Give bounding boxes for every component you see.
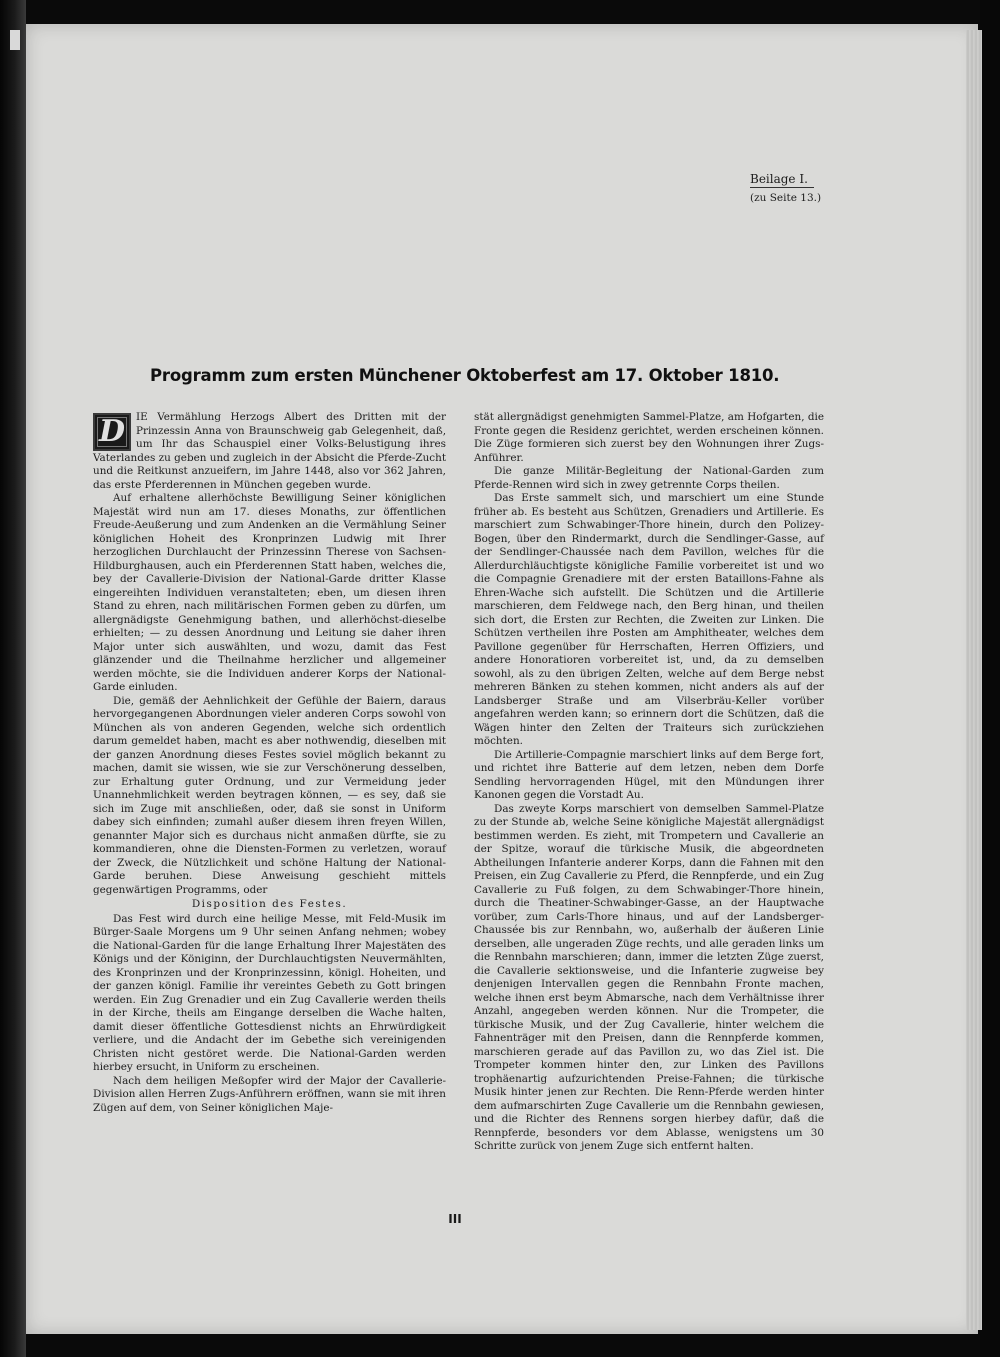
- paragraph-assembly: stät allergnädigst genehmigten Sammel-Platze, am Hofgarten, die Fronte gegen die Residenz gerichtet, werden erscheinen können. Die Züge formieren sich zuerst bey den Wohnungen ihrer Zugs-Anführer.: [474, 411, 824, 464]
- paragraph-second-corps: Das zweyte Korps marschiert von demselben Sammel-Platze zu der Stunde ab, welche Seine königliche Majestät allergnädigst bestimmen werden. Es zieht, mit Trompetern und Cavallerie an der Spitze, worauf die türkische Musik, die abgeordneten Abtheilungen Infanterie anderer Korps, dann die Fahnen mit den Preisen, ein Zug Cavallerie zu Pferd, die Rennpferde, und ein Zug Cavallerie zu Fuß folgen, zu dem Schwabinger-Thore hinein, durch die Theatiner-Schwabinger-Gasse, an der Hauptwache vorüber, zum Carls-Thore hinaus, und auf der Landsberger-Chaussée bis zur Rennbahn, wo, außerhalb der äußeren Linie derselben, alle ungeraden Züge rechts, und alle geraden links um die Rennbahn marschieren; dann, immer die letzten Züge zuerst, die Cavallerie sektionsweise, und die Infanterie zugweise bey denjenigen Intervallen gegen die Rennbahn Fronte machen, welche ihnen erst beym Abmarsche, nach dem Verhältnisse ihrer Anzahl, angegeben werden können. Nur die Trompeter, die türkische Musik, und der Zug Cavallerie, hinter welchem die Fahnenträger mit den Preisen, dann die Rennpferde kommen, marschieren gerade auf das Pavillon zu, wo das Ziel ist. Die Trompeter kommen hinter den, zur Linken des Pavillons trophäenartig aufzurichtenden Preise-Fahnen; die türkische Musik hinter jenen zur Rechten. Die Renn-Pferde werden hinter dem aufmarschirten Zuge Cavallerie um die Rennbahn gewiesen, und die Richter des Rennens sorgen hierbey dafür, daß die Rennpferde, besonders vor dem Ablasse, wenigstens um 30 Schritte zurück von jenem Zuge sich entfernt halten.: [474, 802, 824, 1152]
- page-number: III: [448, 1212, 462, 1226]
- appendix-label: Beilage I.: [750, 171, 814, 188]
- paragraph-permission: Auf erhaltene allerhöchste Bewilligung Seiner königlichen Majestät wird nun am 17. dieses Monaths, zur öffentlichen Freude-Aeußerung und zum Andenken an die Vermählung Seiner königlichen Hoheit des Kronprinzen Ludwig mit Ihrer herzoglichen Durchlaucht der Prinzessinn Therese von Sachsen-Hildburghausen, auch ein Pferderennen Statt haben, welches die, bey der Cavallerie-Division der National-Garde dritter Klasse eingereihten Individuen veranstalteten; eben, um diesen ihren Stand zu ehren, nach militärischen Formen geben zu dürfen, um allergnädigste Genehmigung bathen, und allerhöchst-dieselbe erhielten; — zu dessen Anordnung und Leitung sie daher ihren Major unter sich auswählten, und wozu, damit das Fest glänzender und die Theilnahme herzlicher und allgemeiner werden möchte, sie die Individuen anderer Korps der National-Garde einluden.: [93, 492, 446, 693]
- appendix-page-ref: (zu Seite 13.): [750, 192, 822, 204]
- paragraph-escort: Die ganze Militär-Begleitung der National-Garden zum Pferde-Rennen wird sich in zwey getrennte Corps theilen.: [474, 465, 824, 491]
- spine-strip: [10, 30, 20, 50]
- left-column: [93, 411, 446, 1115]
- paragraph-intro: [93, 411, 446, 492]
- book-spine-edge: [0, 0, 26, 1357]
- paragraph-mass: Das Fest wird durch eine heilige Messe, mit Feld-Musik im Bürger-Saale Morgens um 9 Uhr seinen Anfang nehmen; wobey die National-Garden für die lange Erhaltung Ihrer Majestäten des Königs und der Königinn, der Durchlauchtigsten Neuvermählten, des Kronprinzen und der Kronprinzessinn, königl. Hoheiten, und der ganzen königl. Familie ihr vereintes Gebeth zu Gott bringen werden. Ein Zug Grenadier und ein Zug Cavallerie werden theils in der Kirche, theils am Eingange derselben die Wache halten, damit dieser öffentliche Gottesdienst nichts an Ehrwürdigkeit verliere, und die Andacht der im Gebethe sich vereinigenden Christen nicht gestöret werde. Die National-Garden werden hierbey ersucht, in Uniform zu erscheinen.: [93, 912, 446, 1073]
- paragraph-intro-text: IE Vermählung Herzogs Albert des Dritten mit der Prinzessin Anna von Braunschweig gab Gelegenheit, daß, um Ihr das Schauspiel einer Volks-Belustigung ihres Vaterlandes zu geben und zugleich in der Absicht die Pferde-Zucht und die Reitkunst anzueifern, im Jahre 1448, also vor 362 Jahren, das erste Pferderennen in München gegeben wurde.: [93, 411, 446, 491]
- paragraph-delegations: Die, gemäß der Aehnlichkeit der Gefühle der Baiern, daraus hervorgegangenen Abordnungen vieler anderen Corps sowohl von München als von anderen Gegenden, welche sich ordentlich darum gemeldet haben, macht es aber nothwendig, dieselben mit der ganzen Anordnung dieses Festes soviel möglich bekannt zu machen, damit sie wissen, wie sie zur Verschönerung desselben, zur Erhaltung guter Ordnung, und zur Vermeidung jeder Unannehmlichkeit werden beytragen können, — es sey, daß sie sich im Zuge mit anschließen, oder, daß sie sonst in Uniform dabey sich einfinden; zumahl außer diesem ihren freyen Willen, genannter Major sich es durchaus nicht anmaßen dürfte, sie zu kommandieren, ohne die Diensten-Formen zu verletzen, worauf der Zweck, die Nützlichkeit und schöne Haltung der National-Garde beruhen. Diese Anweisung geschieht mittels gegenwärtigen Programms, oder: [93, 694, 446, 896]
- section-heading-disposition: Disposition des Festes.: [191, 898, 348, 910]
- right-column: [474, 411, 824, 1154]
- paragraph-major: Nach dem heiligen Meßopfer wird der Major der Cavallerie-Division allen Herren Zugs-Anführern eröffnen, wann sie mit ihren Zügen auf dem, von Seiner königlichen Maje-: [93, 1074, 446, 1114]
- page-stack-edge: [966, 30, 982, 1330]
- page-title: Programm zum ersten Münchener Oktoberfest am 17. Oktober 1810.: [150, 366, 780, 385]
- drop-cap-initial: D: [93, 413, 131, 451]
- appendix-note: [750, 171, 840, 206]
- scan-border-right: [980, 0, 1000, 1357]
- paragraph-artillery: Die Artillerie-Compagnie marschiert links auf dem Berge fort, und richtet ihre Batterie auf dem letzen, neben dem Dorfe Sendling hervorragenden Hügel, mit den Mündungen ihrer Kanonen gegen die Vorstadt Au.: [474, 748, 824, 801]
- paragraph-first-corps: Das Erste sammelt sich, und marschiert um eine Stunde früher ab. Es besteht aus Schützen, Grenadiers und Artillerie. Es marschiert zum Schwabinger-Thore hinein, durch den Polizey-Bogen, über den Rindermarkt, durch die Sendlinger-Gasse, auf der Sendlinger-Chaussée nach dem Pavillon, welches für die Allerdurchläuchtigste königliche Familie vorbereitet ist und wo die Compagnie Grenadiere mit der ersten Bataillons-Fahne als Ehren-Wache sich aufstellt. Die Schützen und die Artillerie marschieren, dem Feldwege nach, den Berg hinan, und theilen sich dort, die Ersten zur Rechten, die Zweiten zur Linken. Die Schützen vertheilen ihre Posten am Amphitheater, welches dem Pavillone gegenüber für Herrschaften, Herren Offiziers, und andere Honoratioren vorbereitet ist, und, da zu demselben sowohl, als zu den übrigen Zelten, welche auf dem Berge nebst mehreren Bänken zu stehen kommen, nicht anders als auf der Landsberger Straße und am Vilserbräu-Keller vorüber angefahren werden kann; so erinnern dort die Schützen, daß die Wägen hinter den Zelten der Traiteurs sich zurückziehen möchten.: [474, 492, 824, 747]
